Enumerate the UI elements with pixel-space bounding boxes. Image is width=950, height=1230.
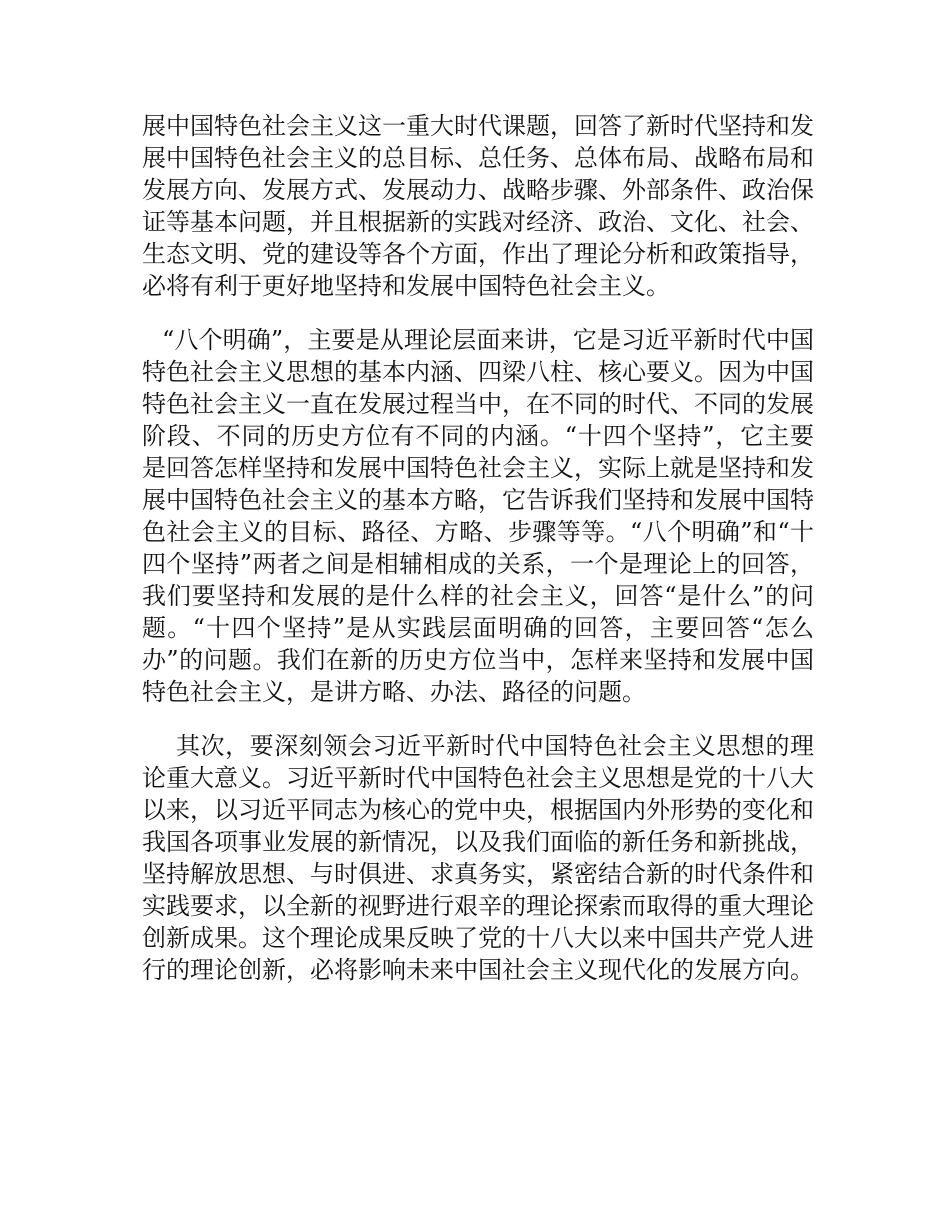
paragraph-1: 展中国特色社会主义这一重大时代课题，回答了新时代坚持和发展中国特色社会主义的总目标、总任务、总体布局、战略布局和发展方向、发展方式、发展动力、战略步骤、外部条件、政治保证等基本问题，并且根据新的实践对经济、政治、文化、社会、生态文明、党的建设等各个方面，作出了理论分析和政策指导，必将有利于更好地坚持和发展中国特色社会主义。 bbox=[142, 112, 814, 300]
paragraph-3: 其次，要深刻领会习近平新时代中国特色社会主义思想的理论重大意义。习近平新时代中国特色社会主义思想是党的十八大以来，以习近平同志为核心的党中央，根据国内外形势的变化和我国各项事业发展的新情况，以及我们面临的新任务和新挑战，坚持解放思想、与时俱进、求真务实，紧密结合新的时代条件和实践要求，以全新的视野进行艰辛的理论探索而取得的重大理论创新成果。这个理论成果反映了党的十八大以来中国共产党人进行的理论创新，必将影响未来中国社会主义现代化的发展方向。 bbox=[142, 732, 814, 984]
document-body bbox=[142, 110, 814, 986]
paragraph-2: “八个明确”，主要是从理论层面来讲，它是习近平新时代中国特色社会主义思想的基本内涵、四梁八柱、核心要义。因为中国特色社会主义一直在发展过程当中，在不同的时代、不同的发展阶段、不同的历史方位有不同的内涵。“十四个坚持”，它主要是回答怎样坚持和发展中国特色社会主义，实际上就是坚持和发展中国特色社会主义的基本方略，它告诉我们坚持和发展中国特色社会主义的目标、路径、方略、步骤等等。“八个明确”和“十四个坚持”两者之间是相辅相成的关系，一个是理论上的回答，我们要坚持和发展的是什么样的社会主义，回答“是什么”的问题。“十四个坚持”是从实践层面明确的回答，主要回答“怎么办”的问题。我们在新的历史方位当中，怎样来坚持和发展中国特色社会主义，是讲方略、办法、路径的问题。 bbox=[142, 326, 814, 706]
